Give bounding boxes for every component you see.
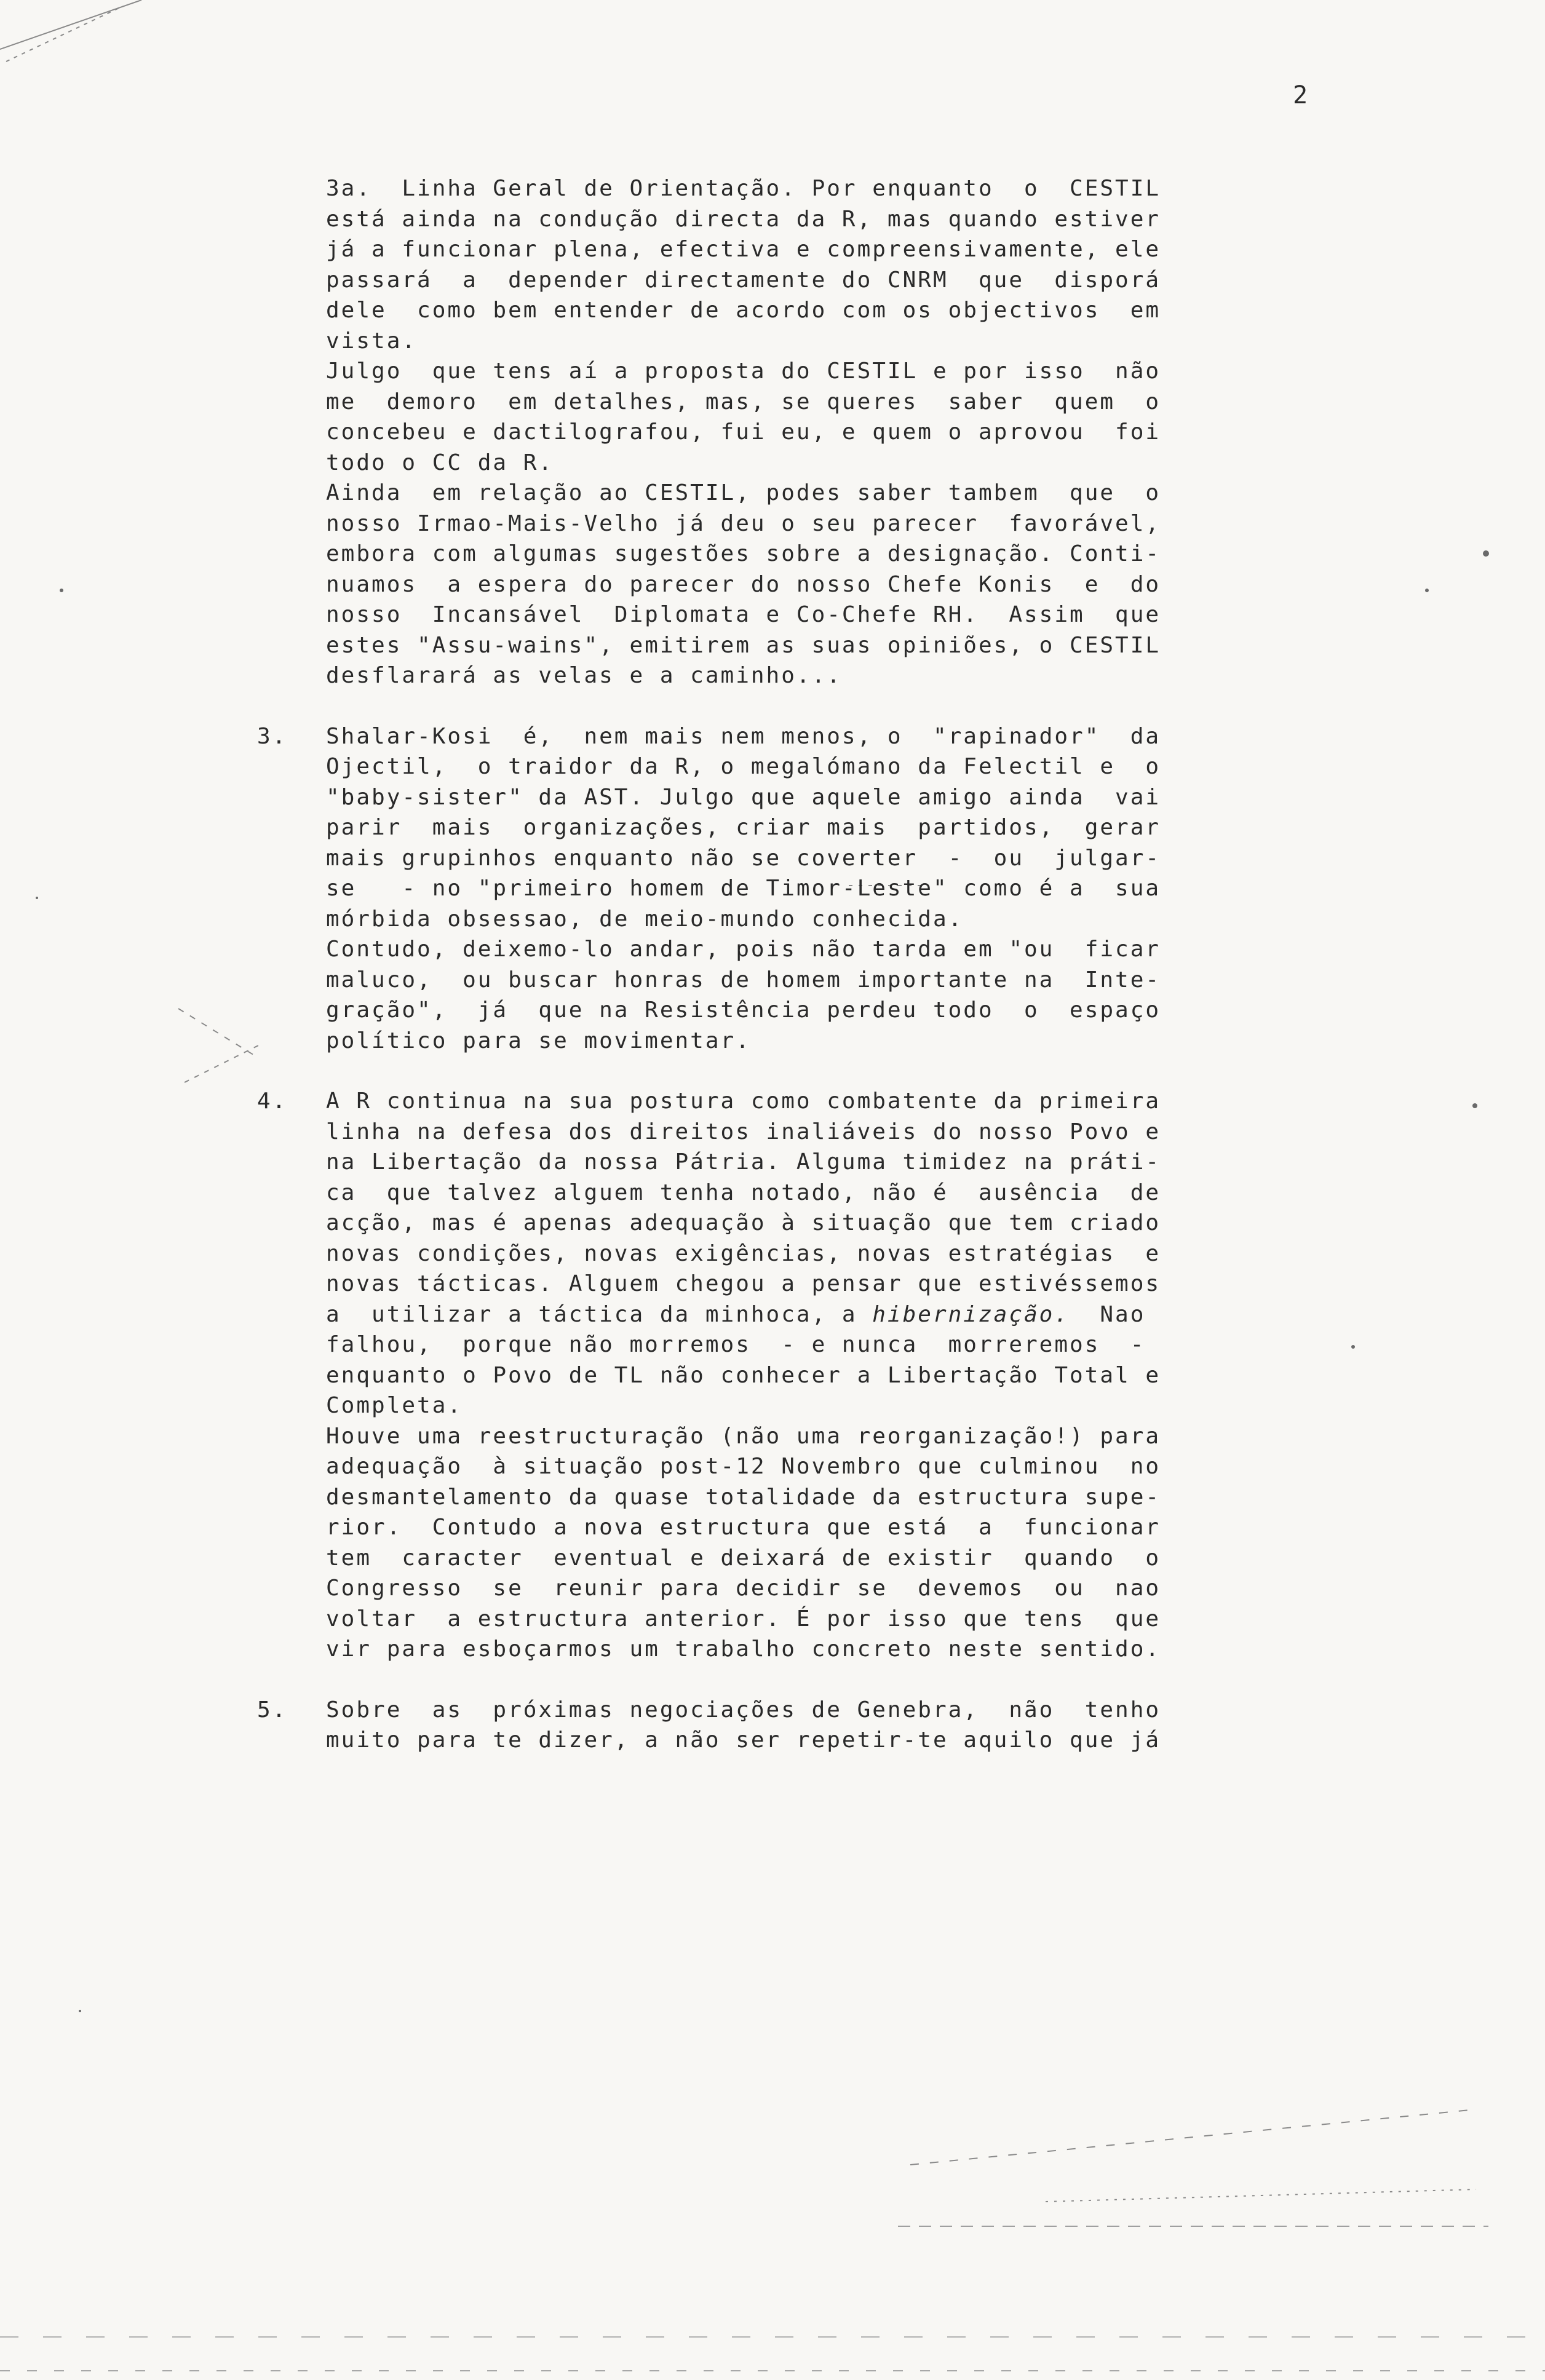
- text-line: nosso Incansável Diplomata e Co-Chefe RH. Assim que: [326, 602, 1161, 627]
- text-fragment: Nao: [1070, 1301, 1146, 1327]
- text-line: embora com algumas sugestões sobre a designação. Conti-: [326, 541, 1161, 566]
- text-line: maluco, ou buscar honras de homem importante na Inte-: [326, 967, 1161, 993]
- text-line: Sobre as próximas negociações de Genebra, não tenho: [326, 1697, 1161, 1723]
- dot: [36, 897, 38, 899]
- text-line: novas condições, novas exigências, novas estratégias e: [326, 1240, 1161, 1266]
- text-line: Ojectil, o traidor da R, o megalómano da Felectil e o: [326, 754, 1161, 779]
- item-3: [257, 721, 1335, 1057]
- item-4: [257, 1086, 1335, 1665]
- text-line: rior. Contudo a nova estructura que está a funcionar: [326, 1515, 1161, 1540]
- item-number: 3.: [257, 723, 288, 749]
- bottom-streak: [910, 2109, 1476, 2165]
- text-line: Ainda em relação ao CESTIL, podes saber tambem que o: [326, 480, 1161, 506]
- text-line: concebeu e dactilografou, fui eu, e quem o aprovou foi: [326, 419, 1161, 445]
- text-line: desmantelamento da quase totalidade da estructura supe-: [326, 1484, 1161, 1510]
- letter-body: [257, 173, 1335, 1756]
- emphasized-word: hibernização.: [872, 1301, 1070, 1327]
- dot: [1472, 1103, 1477, 1108]
- dot: [60, 589, 63, 592]
- dot: [1351, 1345, 1355, 1349]
- bottom-streak-3: [1046, 2189, 1476, 2202]
- text-line: me demoro em detalhes, mas, se queres saber quem o: [326, 389, 1161, 415]
- text-line: passará a depender directamente do CNRM que disporá: [326, 267, 1161, 293]
- item-number: 4.: [257, 1089, 288, 1114]
- text-line: ca que talvez alguem tenha notado, não é ausência de: [326, 1180, 1161, 1205]
- text-line: 3a. Linha Geral de Orientação. Por enquanto o CESTIL: [326, 176, 1161, 201]
- text-line: Julgo que tens aí a proposta do CESTIL e por isso não: [326, 359, 1161, 384]
- text-line: dele como bem entender de acordo com os objectivos em: [326, 298, 1161, 323]
- item-5: [257, 1695, 1335, 1756]
- corner-scratch-2: [6, 6, 123, 61]
- text-line: acção, mas é apenas adequação à situação que tem criado: [326, 1210, 1161, 1236]
- text-line: novas tácticas. Alguem chegou a pensar que estivéssemos: [326, 1271, 1161, 1296]
- text-line: já a funcionar plena, efectiva e compreensivamente, ele: [326, 237, 1161, 262]
- text-line: estes "Assu-wains", emitirem as suas opiniões, o CESTIL: [326, 632, 1161, 658]
- text-line: mais grupinhos enquanto não se coverter - ou julgar-: [326, 845, 1161, 871]
- dot: [79, 2010, 81, 2012]
- text-line: todo o CC da R.: [326, 450, 554, 475]
- page-number: 2: [1293, 81, 1309, 109]
- text-line: muito para te dizer, a não ser repetir-te aquilo que já: [326, 1727, 1161, 1753]
- text-line: [326, 1299, 1335, 1330]
- text-line: vista.: [326, 328, 418, 354]
- text-line: se - no "primeiro homem de Timor-Leste" como é a sua: [326, 876, 1161, 901]
- text-line: Houve uma reestructuração (não uma reorganização!) para: [326, 1423, 1161, 1449]
- text-line: adequação à situação post-12 Novembro que culminou no: [326, 1454, 1161, 1479]
- text-line: Shalar-Kosi é, nem mais nem menos, o "rapinador" da: [326, 723, 1161, 749]
- text-line: na Libertação da nossa Pátria. Alguma timidez na práti-: [326, 1149, 1161, 1175]
- text-fragment: a utilizar a táctica da minhoca, a: [326, 1301, 873, 1327]
- text-line: voltar a estructura anterior. É por isso que tens que: [326, 1606, 1161, 1632]
- text-line: nuamos a espera do parecer do nosso Chefe Konis e do: [326, 571, 1161, 597]
- text-line: Congresso se reunir para decidir se devemos ou nao: [326, 1576, 1161, 1601]
- text-line: "baby-sister" da AST. Julgo que aquele amigo ainda vai: [326, 784, 1161, 810]
- dot: [1483, 550, 1489, 557]
- item-number: 5.: [257, 1697, 288, 1723]
- text-line: gração", já que na Resistência perdeu todo o espaço: [326, 998, 1161, 1023]
- corner-scratch: [0, 0, 141, 49]
- text-line: Completa.: [326, 1393, 463, 1418]
- text-line: A R continua na sua postura como combatente da primeira: [326, 1089, 1161, 1114]
- margin-mark-2: [185, 1045, 258, 1082]
- text-line: nosso Irmao-Mais-Velho já deu o seu parecer favorável,: [326, 510, 1161, 536]
- text-line: está ainda na condução directa da R, mas quando estiver: [326, 206, 1161, 232]
- text-line: linha na defesa dos direitos inaliáveis do nosso Povo e: [326, 1119, 1161, 1144]
- text-line: político para se movimentar.: [326, 1028, 751, 1053]
- margin-mark: [178, 1009, 258, 1058]
- text-line: tem caracter eventual e deixará de existir quando o: [326, 1545, 1161, 1571]
- text-line: mórbida obsessao, de meio-mundo conhecida.: [326, 906, 964, 932]
- intro-paragraph: [326, 173, 1335, 691]
- text-line: Contudo, deixemo-lo andar, pois não tarda em "ou ficar: [326, 937, 1161, 962]
- text-line: falhou, porque não morremos - e nunca morreremos -: [326, 1332, 1146, 1357]
- text-line: parir mais organizações, criar mais partidos, gerar: [326, 815, 1161, 840]
- text-line: vir para esboçarmos um trabalho concreto neste sentido.: [326, 1636, 1161, 1662]
- text-line: enquanto o Povo de TL não conhecer a Libertação Total e: [326, 1362, 1161, 1388]
- dot: [1425, 589, 1429, 592]
- text-line: desflarará as velas e a caminho...: [326, 663, 842, 688]
